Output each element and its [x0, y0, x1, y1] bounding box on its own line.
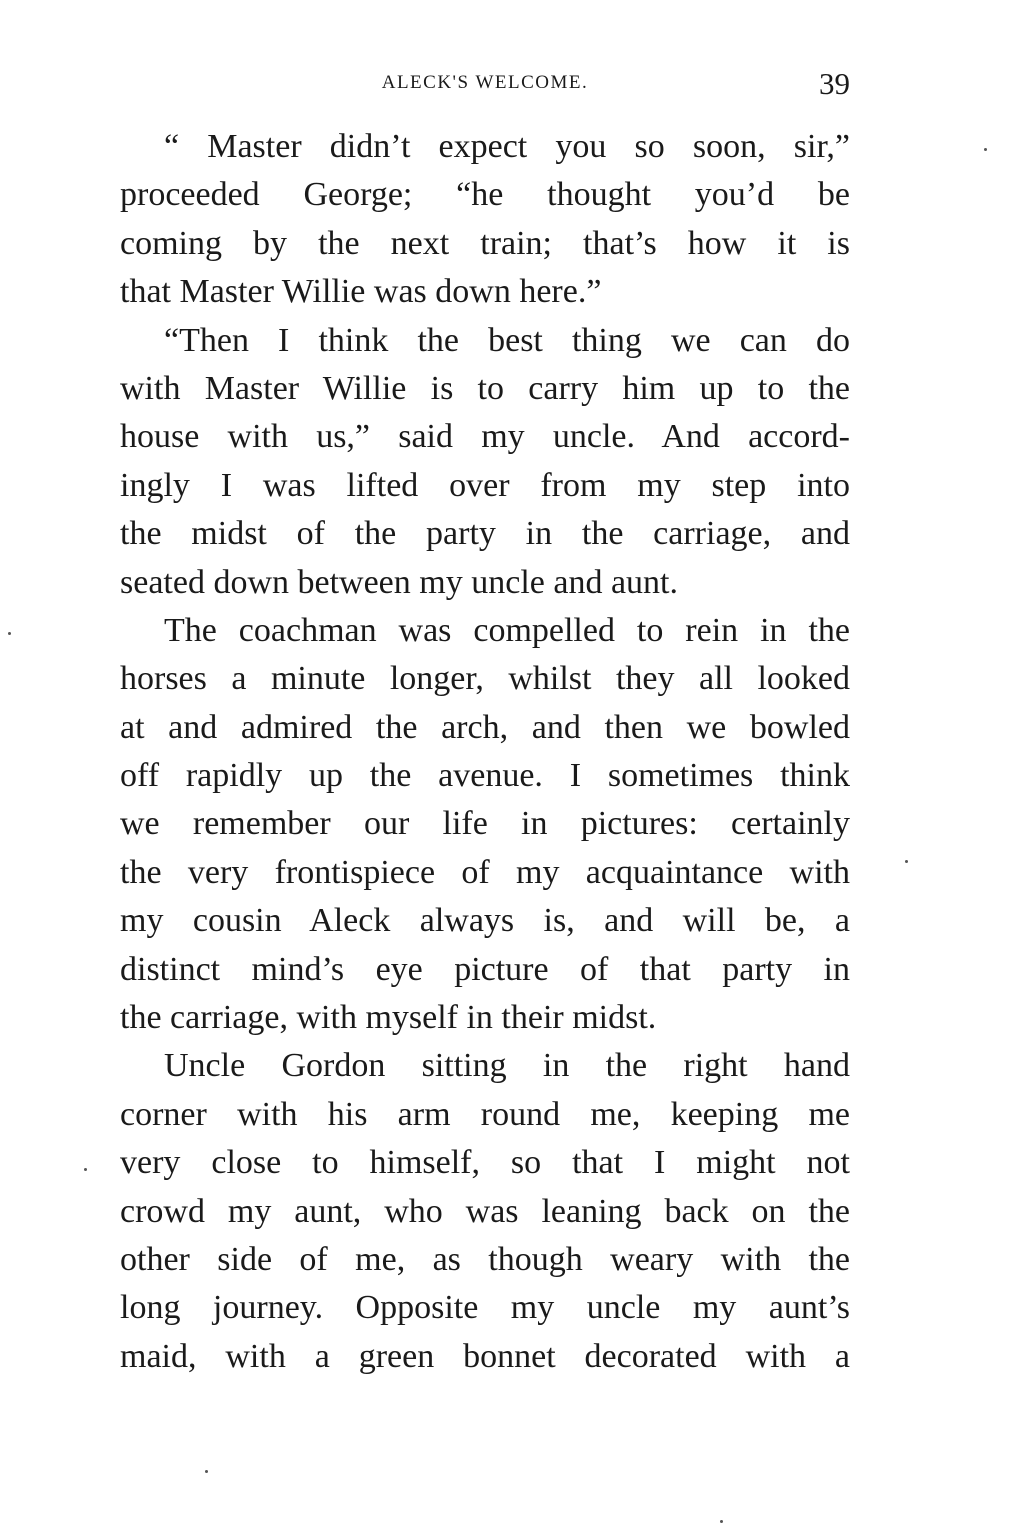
page-number: 39 [819, 66, 850, 101]
scan-speck [984, 148, 987, 151]
text-line: the very frontispiece of my acquaintance with [120, 853, 850, 891]
text-line: the carriage, with myself in their midst. [120, 999, 657, 1037]
text-line: Uncle Gordon sitting in the right hand [164, 1047, 850, 1085]
text-line: corner with his arm round me, keeping me [120, 1095, 850, 1133]
text-line: the midst of the party in the carriage, and [120, 515, 850, 553]
text-line: with Master Willie is to carry him up to the [120, 369, 850, 407]
text-line: The coachman was compelled to rein in the [164, 611, 850, 649]
text-line: long journey. Opposite my uncle my aunt’s [120, 1289, 850, 1327]
scan-speck [205, 1470, 208, 1473]
text-line: proceeded George; “he thought you’d be [120, 176, 850, 214]
text-line: ingly I was lifted over from my step into [120, 466, 850, 504]
text-line: house with us,” said my uncle. And accord- [120, 418, 850, 456]
text-line: my cousin Aleck always is, and will be, a [120, 902, 850, 940]
text-line: very close to himself, so that I might not [120, 1144, 850, 1182]
text-line: off rapidly up the avenue. I sometimes think [120, 757, 850, 795]
scan-speck [84, 1168, 87, 1171]
body-text [120, 123, 850, 1381]
text-line: “Then I think the best thing we can do [164, 321, 850, 359]
running-head [120, 66, 850, 102]
text-line: at and admired the arch, and then we bowled [120, 708, 850, 746]
text-line: “ Master didn’t expect you so soon, sir,” [164, 128, 850, 165]
text-line: horses a minute longer, whilst they all looked [120, 660, 850, 698]
scan-speck [720, 1520, 723, 1523]
text-line: crowd my aunt, who was leaning back on the [120, 1192, 850, 1230]
scan-speck [8, 632, 11, 635]
text-line: that Master Willie was down here.” [120, 273, 602, 311]
text-line: maid, with a green bonnet decorated with a [120, 1337, 850, 1375]
text-line: we remember our life in pictures: certainly [120, 805, 850, 843]
text-line: coming by the next train; that’s how it is [120, 224, 850, 262]
scan-speck [905, 860, 908, 863]
text-line: distinct mind’s eye picture of that party in [120, 950, 850, 988]
running-title: ALECK'S WELCOME. [381, 72, 589, 93]
text-line: other side of me, as though weary with the [120, 1240, 850, 1278]
text-line: seated down between my uncle and aunt. [120, 563, 678, 601]
